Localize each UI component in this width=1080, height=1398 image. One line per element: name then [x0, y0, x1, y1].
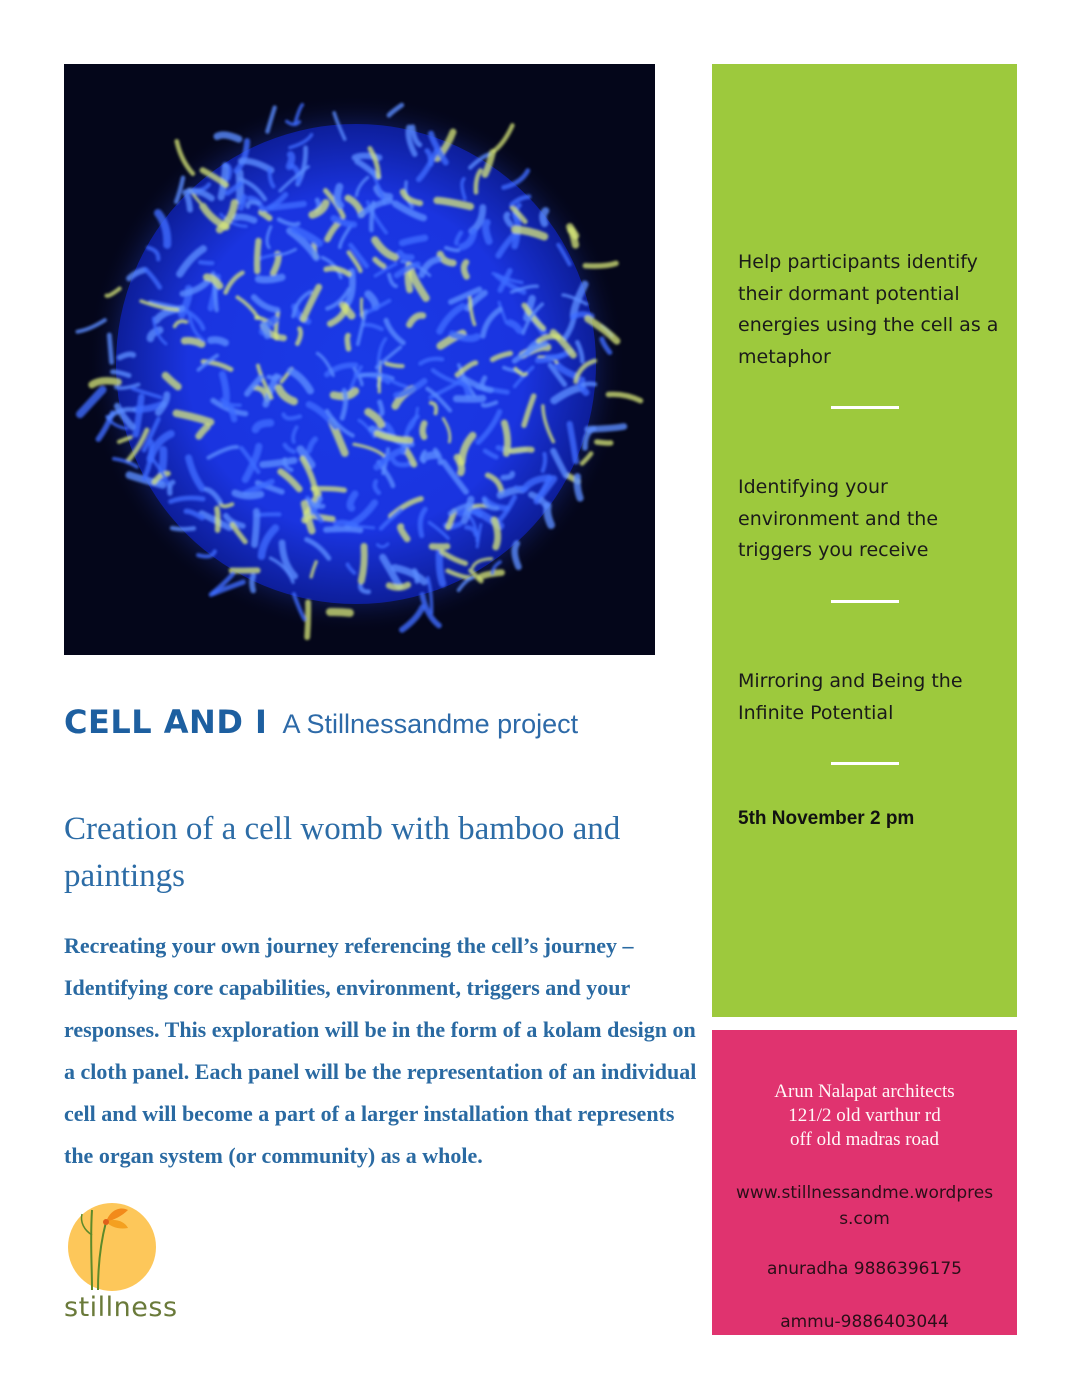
- cell-texture-strand: [235, 493, 261, 496]
- cell-texture-strand: [347, 336, 348, 349]
- cell-texture-strand: [326, 529, 360, 530]
- cell-texture-strand: [577, 477, 580, 498]
- cell-texture-strand: [252, 576, 253, 590]
- cell-texture-strand: [361, 546, 364, 581]
- title-row: [64, 703, 578, 741]
- cell-texture-strand: [583, 384, 595, 385]
- cell-texture-strand: [543, 454, 545, 471]
- cell-texture-strand: [350, 494, 355, 508]
- cell-microscope-image: [64, 64, 655, 655]
- cell-texture-strand: [200, 262, 212, 263]
- cell-texture-strand: [504, 423, 507, 453]
- cell-texture-strand: [494, 520, 497, 547]
- cell-texture-strand: [597, 442, 611, 443]
- cell-texture-strand: [257, 241, 258, 271]
- cell-texture-strand: [452, 334, 477, 338]
- cell-texture-strand: [255, 512, 257, 545]
- venue-contact-panel: [712, 1030, 1017, 1335]
- cell-texture-strand: [439, 553, 442, 584]
- divider: [831, 762, 899, 765]
- cell-texture-strand: [263, 460, 295, 464]
- goal-item: Identifying your environment and the triggers you receive: [738, 476, 939, 561]
- cell-texture-strand: [109, 335, 111, 362]
- goals-panel: [712, 64, 1017, 1017]
- cell-texture-strand: [515, 544, 519, 567]
- cell-texture-strand: [120, 354, 134, 357]
- cell-texture-strand: [570, 227, 576, 236]
- cell-texture-strand: [235, 217, 254, 220]
- cell-texture-strand: [222, 374, 226, 404]
- website-link[interactable]: www.stillnessandme.wordpress.com: [735, 1183, 994, 1229]
- cell-texture-strand: [423, 423, 425, 437]
- cell-texture-strand: [337, 187, 340, 206]
- cell-texture-strand: [172, 528, 194, 529]
- divider: [831, 406, 899, 409]
- cell-texture-strand: [259, 277, 282, 279]
- address-line: Arun Nalapat architects: [774, 1081, 955, 1102]
- divider: [831, 600, 899, 603]
- goal-item: Mirroring and Being the Infinite Potential: [738, 670, 963, 724]
- cell-texture-strand: [92, 381, 118, 385]
- cell-texture-strand: [185, 341, 202, 344]
- cell-texture-strand: [585, 263, 616, 266]
- cell-texture-strand: [543, 211, 546, 224]
- cell-texture-strand: [512, 449, 532, 451]
- cell-texture-strand: [271, 204, 304, 208]
- cell-texture-strand: [264, 325, 268, 335]
- cell-texture-strand: [546, 355, 562, 357]
- workshop-description: Recreating your own journey referencing the cell’s journey – Identifying core capabilities, environment, triggers and your responses. This exploration will be in the form of a kolam design on a cloth panel. Each panel will be the representation of an individual cell and will become a part of a larger installation that represents the organ system (or community) as a whole.: [64, 933, 697, 1168]
- cell-texture-strand: [457, 398, 483, 399]
- cell-texture-strand: [423, 455, 435, 459]
- cell-texture-strand: [257, 514, 279, 515]
- phone-anuradha: anuradha 9886396175: [767, 1259, 962, 1279]
- cell-texture-strand: [464, 262, 467, 276]
- goal-item: Help participants identify their dormant potential energies using the cell as a metaphor: [738, 251, 999, 368]
- cell-texture-strand: [330, 612, 350, 613]
- address-line: off old madras road: [790, 1129, 939, 1150]
- cell-texture-strand: [231, 409, 234, 419]
- project-title: CELL AND I: [64, 703, 268, 741]
- cell-texture-strand: [380, 402, 382, 414]
- cell-texture-strand: [217, 509, 218, 531]
- project-subtitle: A Stillnessandme project: [282, 709, 579, 739]
- event-date: 5th November 2 pm: [738, 808, 915, 829]
- phone-ammu: ammu-9886403044: [780, 1312, 949, 1332]
- cell-texture-strand: [547, 506, 551, 525]
- cell-texture-strand: [211, 340, 226, 343]
- cell-texture-strand: [241, 197, 244, 208]
- venue-address: [712, 1080, 1017, 1152]
- cell-texture-strand: [389, 585, 408, 588]
- cell-texture-strand: [307, 602, 308, 637]
- workshop-subheading: Creation of a cell womb with bamboo and paintings: [64, 811, 621, 894]
- cell-texture-strand: [482, 378, 485, 389]
- stillness-logo-text: stillness: [64, 1292, 178, 1323]
- address-line: 121/2 old varthur rd: [788, 1105, 941, 1126]
- cell-texture-strand: [588, 427, 624, 430]
- cell-texture-strand: [486, 223, 489, 242]
- cell-texture-strand: [386, 364, 402, 366]
- cell-texture-strand: [217, 135, 239, 139]
- cell-texture-strand: [506, 214, 510, 224]
